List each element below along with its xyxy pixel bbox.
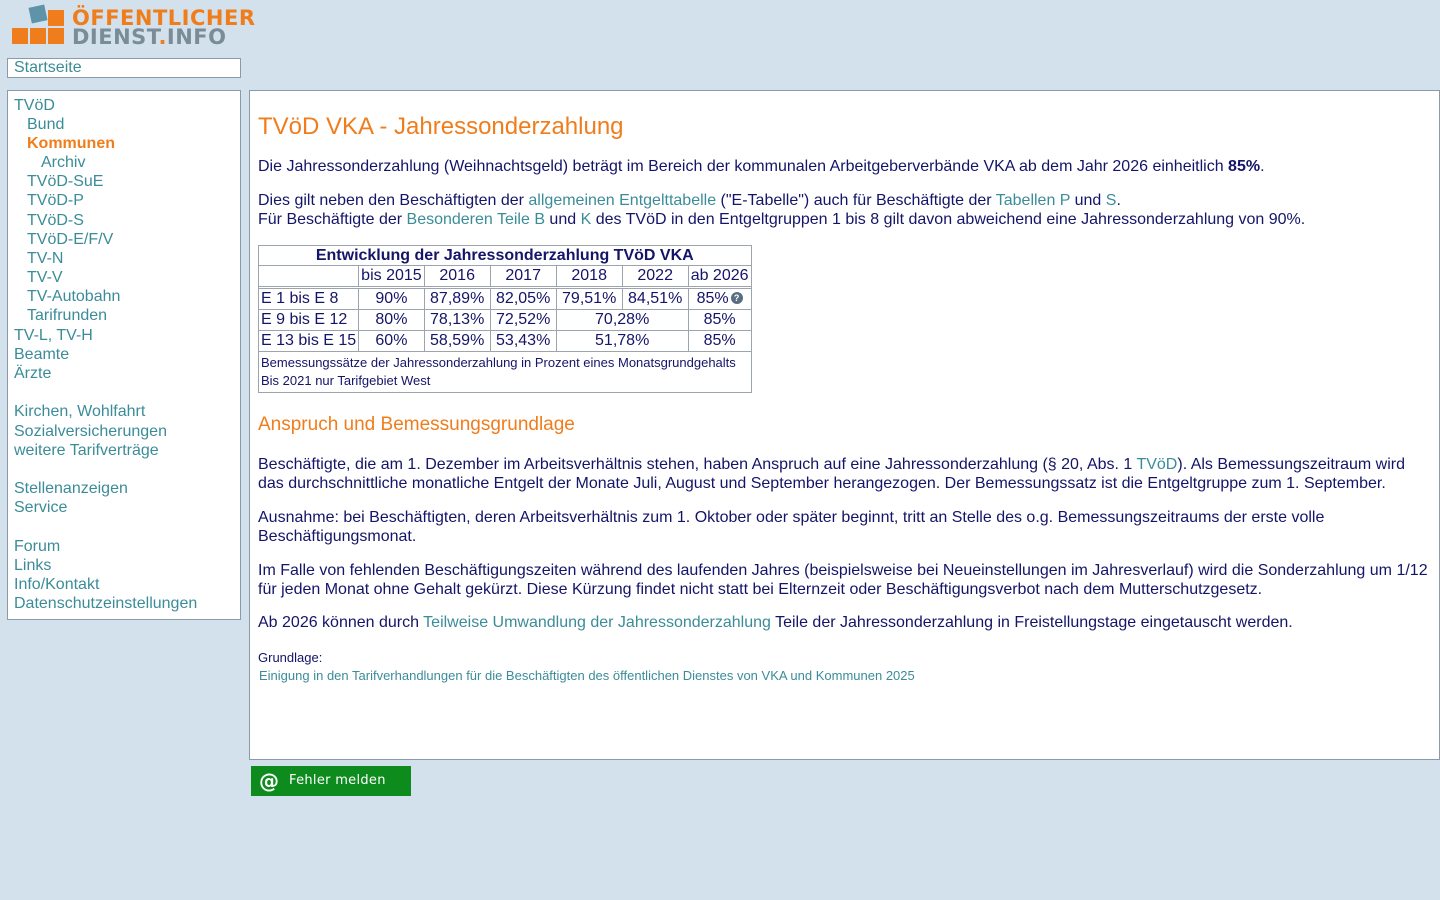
link-allgemeine-entgelttabelle[interactable]: allgemeinen Entgelttabelle	[528, 192, 717, 209]
table-header-row	[259, 266, 752, 287]
table-cell: 85% ?	[688, 289, 751, 310]
intro-highlight: 85%	[1228, 158, 1261, 175]
logo-square	[29, 5, 48, 24]
table-cell: 84,51%	[622, 289, 688, 310]
logo-square	[48, 28, 64, 44]
jahressonderzahlung-table	[258, 245, 752, 393]
sidebar-item-bund[interactable]: Bund	[27, 116, 65, 133]
sidebar-item-archiv[interactable]: Archiv	[41, 154, 86, 171]
sidebar-item-tvoed-s[interactable]: TVöD-S	[27, 212, 84, 229]
table-note-row	[259, 352, 752, 393]
table-cell: 72,52%	[490, 310, 556, 331]
help-icon[interactable]: ?	[731, 292, 743, 304]
sidebar-item-tvoed-p[interactable]: TVöD-P	[27, 192, 84, 209]
sidebar-item-kommunen[interactable]: Kommunen	[27, 135, 115, 152]
sidebar-item-tvoed-efv[interactable]: TVöD-E/F/V	[27, 231, 114, 248]
table-cell: 85%	[688, 331, 751, 352]
sidebar-item-tv-n[interactable]: TV-N	[27, 250, 64, 267]
umwandlung-paragraph: Ab 2026 können durch Teilweise Umwandlung der Jahressonderzahlung Teile der Jahressonderzahlung in Freistellungstage eingetauscht werden.	[258, 614, 1293, 631]
link-tabellen-p[interactable]: Tabellen P	[995, 192, 1071, 209]
sidebar-item-tv-v[interactable]: TV-V	[27, 269, 63, 286]
at-icon: @	[259, 769, 279, 793]
sidebar-item-links[interactable]: Links	[14, 557, 52, 574]
table-row	[259, 331, 752, 352]
sidebar-item-tv-l-tv-h[interactable]: TV-L, TV-H	[14, 327, 93, 344]
sidebar-item-stellenanzeigen[interactable]: Stellenanzeigen	[14, 480, 128, 497]
report-error-button[interactable]	[251, 766, 411, 796]
table-cell: 90%	[359, 289, 425, 310]
report-error-label: Fehler melden	[289, 773, 386, 788]
sidebar-item-tarifrunden[interactable]: Tarifrunden	[27, 307, 108, 324]
logo-text-line1: ÖFFENTLICHER	[72, 6, 256, 30]
sidebar-item-weitere-tarifvertraege[interactable]: weitere Tarifverträge	[14, 442, 159, 459]
sidebar-item-sozialversicherungen[interactable]: Sozialversicherungen	[14, 423, 167, 440]
sidebar-item-aerzte[interactable]: Ärzte	[14, 365, 52, 382]
table-header-cell: 2022	[622, 266, 688, 287]
link-teil-k[interactable]: K	[580, 211, 592, 228]
section-heading: Anspruch und Bemessungsgrundlage	[258, 414, 575, 435]
table-cell: E 13 bis E 15	[259, 331, 359, 352]
table-header-cell	[259, 266, 359, 287]
table-header-cell: 2018	[556, 266, 622, 287]
main-content	[249, 90, 1440, 760]
logo-square	[48, 10, 64, 26]
table-cell: 60%	[359, 331, 425, 352]
grundlage-label: Grundlage:	[258, 650, 323, 665]
sidebar-item-kirchen-wohlfahrt[interactable]: Kirchen, Wohlfahrt	[14, 403, 146, 420]
table-header-cell: bis 2015	[359, 266, 425, 287]
logo-square	[30, 28, 46, 44]
logo-square	[12, 28, 28, 44]
sidebar-item-beamte[interactable]: Beamte	[14, 346, 70, 363]
intro-paragraph: Die Jahressonderzahlung (Weihnachtsgeld) beträgt im Bereich der kommunalen Arbeitgeberverbände VKA ab dem Jahr 2026 einheitlich 85%.	[258, 158, 1265, 175]
table-header-cell: 2017	[490, 266, 556, 287]
home-nav-box	[7, 58, 241, 78]
table-caption: Entwicklung der Jahressonderzahlung TVöD VKA	[259, 246, 752, 266]
anspruch-paragraph: Beschäftigte, die am 1. Dezember im Arbeitsverhältnis stehen, haben Anspruch auf eine Jahressonderzahlung (§ 20, Abs. 1 TVöD). Als Bemessungszeitraum wird das durchschnittliche monatliche Entgelt der Monate Juli, August und September herangezogen. Der Bemessungssatz ist die Entgeltgruppe zum 1. September.	[258, 456, 1405, 492]
ausnahme-paragraph: Ausnahme: bei Beschäftigten, deren Arbeitsverhältnis zum 1. Oktober oder später beginnt, tritt an Stelle des o.g. Bemessungszeitraums der erste volle Beschäftigungsmonat.	[258, 509, 1325, 545]
logo-text-line2: DIENST.INFO	[72, 25, 227, 49]
table-cell: 58,59%	[424, 331, 490, 352]
table-cell: E 9 bis E 12	[259, 310, 359, 331]
table-note: Bemessungssätze der Jahressonderzahlung in Prozent eines Monatsgrundgehalts Bis 2021 nur Tarifgebiet West	[259, 352, 752, 393]
sidebar-item-info-kontakt[interactable]: Info/Kontakt	[14, 576, 100, 593]
link-besondere-teile-b[interactable]: Besonderen Teile B	[406, 211, 545, 228]
table-row	[259, 289, 752, 310]
table-header-cell: 2016	[424, 266, 490, 287]
table-cell: 79,51%	[556, 289, 622, 310]
sidebar-item-service[interactable]: Service	[14, 499, 68, 516]
home-link[interactable]: Startseite	[14, 59, 82, 76]
sidebar-item-tvoed-sue[interactable]: TVöD-SuE	[27, 173, 104, 190]
sidebar-item-forum[interactable]: Forum	[14, 538, 61, 555]
table-cell: 85%	[688, 310, 751, 331]
sidebar-nav	[7, 90, 241, 620]
link-tvoed[interactable]: TVöD	[1136, 456, 1178, 473]
sidebar-item-tvoed[interactable]: TVöD	[14, 97, 55, 114]
grundlage-link[interactable]: Einigung in den Tarifverhandlungen für die Beschäftigten des öffentlichen Dienstes von VKA und Kommunen 2025	[259, 668, 915, 683]
table-cell: 51,78%	[556, 331, 688, 352]
table-cell: 82,05%	[490, 289, 556, 310]
sidebar-item-tv-autobahn[interactable]: TV-Autobahn	[27, 288, 121, 305]
kuerzung-paragraph: Im Falle von fehlenden Beschäftigungszeiten während des laufenden Jahres (beispielsweise bei Neueinstellungen im Jahresverlauf) wird die Sonderzahlung um 1/12 für jeden Monat ohne Gehalt gekürzt. Diese Kürzung findet nicht statt bei Elternzeit oder Beschäftigungsverbot nach dem Mutterschutzgesetz.	[258, 562, 1428, 598]
scope-paragraph: Dies gilt neben den Beschäftigten der allgemeinen Entgelttabelle ("E-Tabelle") auch für Beschäftigte der Tabellen P und S. Für Beschäftigte der Besonderen Teile B und K des TVöD in den Entgeltgruppen 1 bis 8 gilt davon abweichend eine Jahressonderzahlung von 90%.	[258, 192, 1306, 228]
site-logo[interactable]	[12, 6, 256, 50]
table-cell: 78,13%	[424, 310, 490, 331]
page-title: TVöD VKA - Jahressonderzahlung	[258, 113, 624, 140]
table-cell: E 1 bis E 8	[259, 289, 359, 310]
link-teilweise-umwandlung[interactable]: Teilweise Umwandlung der Jahressonderzahlung	[423, 614, 771, 631]
table-cell: 70,28%	[556, 310, 688, 331]
sidebar-item-datenschutzeinstellungen[interactable]: Datenschutzeinstellungen	[14, 595, 198, 612]
link-tabelle-s[interactable]: S	[1105, 192, 1117, 209]
table-cell: 80%	[359, 310, 425, 331]
table-cell: 87,89%	[424, 289, 490, 310]
table-row	[259, 310, 752, 331]
table-cell: 53,43%	[490, 331, 556, 352]
table-header-cell: ab 2026	[688, 266, 751, 287]
